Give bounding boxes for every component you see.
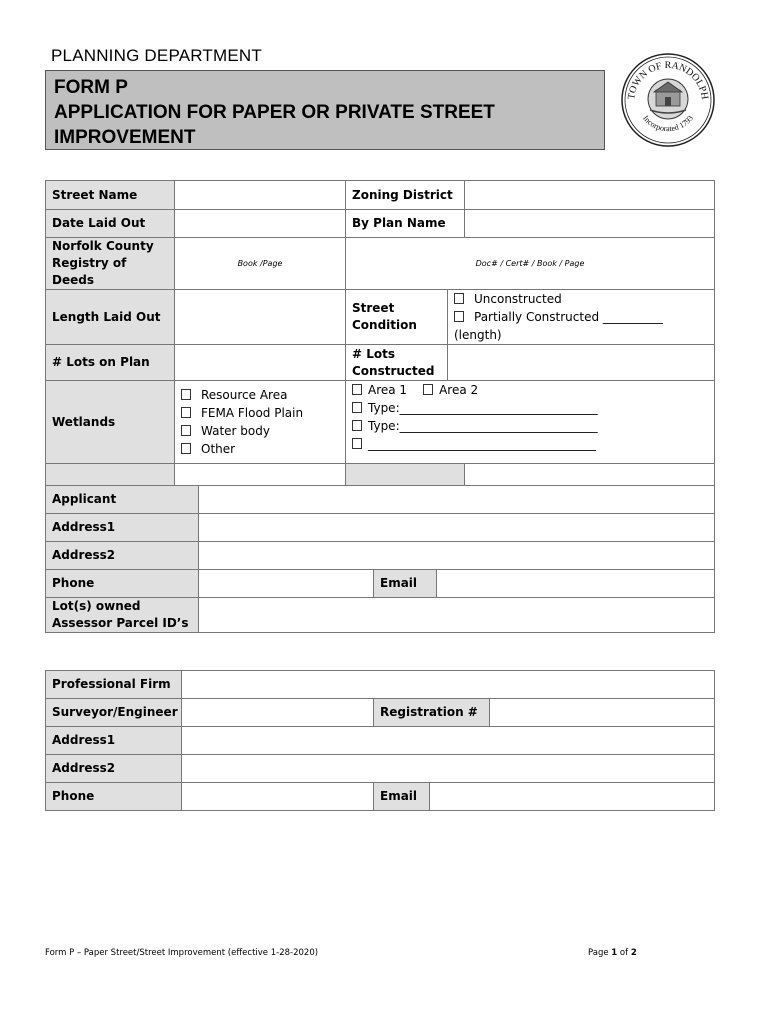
wetland-options — [175, 381, 346, 464]
wetland-option-water-body[interactable]: Water body — [181, 422, 339, 440]
lots-constructed-input[interactable] — [448, 345, 715, 381]
form-subtitle-line1: APPLICATION FOR PAPER OR PRIVATE STREET — [54, 102, 495, 123]
street-condition-line2: Condition — [352, 318, 417, 332]
area1-label: Area 1 — [368, 383, 408, 397]
street-condition-label — [346, 290, 448, 345]
professional-address1-input[interactable] — [182, 727, 715, 755]
water-body-checkbox[interactable] — [181, 425, 191, 436]
zoning-district-input[interactable] — [465, 181, 715, 210]
book-page-input[interactable]: Book /Page — [175, 238, 346, 290]
wetland-option-fema[interactable]: FEMA Flood Plain — [181, 404, 339, 422]
lots-constructed-label — [346, 345, 448, 381]
professional-phone-label: Phone — [46, 783, 182, 811]
street-name-input[interactable] — [175, 181, 346, 210]
seal-top-text: TOWN OF RANDOLPH — [626, 60, 710, 101]
department-heading: PLANNING DEPARTMENT — [51, 46, 262, 65]
lots-owned-line1: Lot(s) owned — [52, 599, 141, 613]
applicant-email-input[interactable] — [437, 570, 715, 598]
professional-firm-input[interactable] — [182, 671, 715, 699]
surveyor-engineer-input[interactable] — [182, 699, 374, 727]
professional-email-input[interactable] — [430, 783, 715, 811]
applicant-address2-input[interactable] — [199, 542, 715, 570]
professional-address2-input[interactable] — [182, 755, 715, 783]
applicant-email-label: Email — [374, 570, 437, 598]
blank-checkbox[interactable] — [352, 438, 362, 449]
footer-page-number: Page 1 of 2 — [588, 948, 637, 958]
type2-row[interactable]: Type:_________________________________ — [352, 417, 708, 435]
professional-firm-label: Professional Firm — [46, 671, 182, 699]
wetlands-label: Wetlands — [46, 381, 175, 464]
resource-area-checkbox[interactable] — [181, 389, 191, 400]
lots-owned-line2: Assessor Parcel ID’s — [52, 616, 189, 630]
form-subtitle-line2: IMPROVEMENT — [54, 127, 196, 148]
partially-constructed-checkbox[interactable] — [454, 311, 464, 322]
professional-phone-input[interactable] — [182, 783, 374, 811]
town-seal-icon — [620, 52, 716, 148]
registration-input[interactable] — [489, 699, 714, 726]
form-title: FORM P — [54, 77, 128, 98]
footer-page-current: 1 — [611, 948, 618, 958]
applicant-table — [45, 485, 715, 633]
professional-table — [45, 670, 715, 811]
form-title-box — [45, 70, 605, 150]
zoning-district-label: Zoning District — [346, 181, 465, 210]
area-options-row — [352, 381, 708, 399]
registry-label-line2: Registry of Deeds — [52, 256, 127, 287]
applicant-input[interactable] — [199, 486, 715, 514]
type1-checkbox[interactable] — [352, 402, 362, 413]
unconstructed-option[interactable]: Unconstructed — [454, 290, 708, 308]
registry-label — [46, 238, 175, 290]
applicant-label: Applicant — [46, 486, 199, 514]
lots-constructed-line1: # Lots — [352, 346, 396, 361]
doc-cert-input[interactable]: Doc# / Cert# / Book / Page — [346, 238, 715, 290]
type1-row[interactable]: Type:_________________________________ — [352, 399, 708, 417]
wetland-option-other[interactable]: Other — [181, 440, 339, 458]
applicant-address1-input[interactable] — [199, 514, 715, 542]
date-laid-out-input[interactable] — [175, 210, 346, 238]
street-condition-options — [448, 290, 715, 345]
street-name-label: Street Name — [46, 181, 175, 210]
wetland-option-resource-area[interactable]: Resource Area — [181, 386, 339, 404]
professional-address1-label: Address1 — [46, 727, 182, 755]
by-plan-name-label: By Plan Name — [346, 210, 465, 238]
type2-checkbox[interactable] — [352, 420, 362, 431]
street-condition-line1: Street — [352, 301, 395, 315]
other-checkbox[interactable] — [181, 443, 191, 454]
applicant-phone-input[interactable] — [199, 570, 374, 598]
footer-form-label: Form P – Paper Street/Street Improvement (effective 1-28-2020) — [45, 948, 319, 958]
length-laid-out-label: Length Laid Out — [46, 290, 175, 345]
length-laid-out-input[interactable] — [175, 290, 346, 345]
lots-owned-label — [46, 598, 199, 633]
lots-constructed-line2: Constructed — [352, 363, 435, 378]
registration-subtable — [374, 699, 714, 726]
footer-page-total: 2 — [630, 948, 637, 958]
area2-label: Area 2 — [439, 383, 479, 397]
area2-checkbox[interactable] — [423, 384, 433, 395]
lots-on-plan-label: # Lots on Plan — [46, 345, 175, 381]
registration-label: Registration # — [374, 699, 489, 726]
wetland-area-options — [346, 381, 715, 464]
applicant-address1-label: Address1 — [46, 514, 199, 542]
blank-row[interactable]: ______________________________________ — [352, 435, 708, 453]
applicant-phone-label: Phone — [46, 570, 199, 598]
seal-bottom-text: Incorporated 1793 — [641, 113, 695, 134]
professional-email-label: Email — [374, 783, 430, 811]
professional-address2-label: Address2 — [46, 755, 182, 783]
street-info-table — [45, 180, 715, 492]
registry-label-line1: Norfolk County — [52, 239, 154, 253]
partially-constructed-option[interactable]: Partially Constructed __________ (length) — [454, 310, 663, 342]
lots-owned-input[interactable] — [199, 598, 715, 633]
lots-on-plan-input[interactable] — [175, 345, 346, 381]
date-laid-out-label: Date Laid Out — [46, 210, 175, 238]
by-plan-name-input[interactable] — [465, 210, 715, 238]
applicant-address2-label: Address2 — [46, 542, 199, 570]
area1-checkbox[interactable] — [352, 384, 362, 395]
unconstructed-checkbox[interactable] — [454, 293, 464, 304]
fema-flood-plain-checkbox[interactable] — [181, 407, 191, 418]
surveyor-engineer-label: Surveyor/Engineer — [46, 699, 182, 727]
